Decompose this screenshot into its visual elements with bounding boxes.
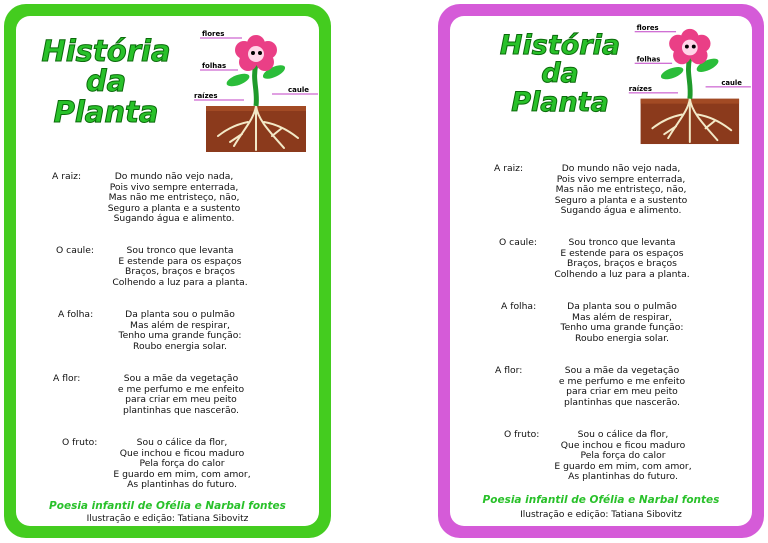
stanza-line: As plantinhas do futuro. xyxy=(568,471,678,482)
stanza-line: Pois vivo sempre enterrada, xyxy=(109,181,239,193)
stanza-label: O caule: xyxy=(499,237,537,248)
poem-credit: Poesia infantil de Ofélia e Narbal fontes xyxy=(49,500,286,512)
stanza-line: Do mundo não vejo nada, xyxy=(561,163,681,174)
stanza-line: Pela força do calor xyxy=(580,450,666,461)
stanza-folha xyxy=(58,310,288,360)
plant-illustration xyxy=(606,18,752,146)
stanza-line: Pois vivo sempre enterrada, xyxy=(556,173,686,185)
title-line-2: da xyxy=(541,58,579,90)
stanza-caule xyxy=(56,246,286,296)
stanza-line: Sou a mãe da vegetação xyxy=(564,365,680,376)
stanza-line: e me perfumo e me enfeito xyxy=(558,375,686,387)
stanza-line: As plantinhas do futuro. xyxy=(127,479,237,490)
stanza-label: A flor: xyxy=(495,365,523,376)
stanza-line: Sou a mãe da vegetação xyxy=(123,373,239,384)
stanza-line: Do mundo não vejo nada, xyxy=(114,171,234,182)
stanza-line: Sugando água e alimento. xyxy=(113,213,235,224)
label-folhas: folhas xyxy=(202,62,227,70)
stanza-line: Sou tronco que levanta xyxy=(568,237,676,248)
stanza-line: Colhendo a luz para a planta. xyxy=(112,276,248,288)
stanza-label: O caule: xyxy=(56,245,94,256)
stanza-line: Da planta sou o pulmão xyxy=(125,309,235,320)
card-inner xyxy=(450,16,752,526)
poem-card-left xyxy=(4,4,331,538)
title-line-2: da xyxy=(85,64,127,99)
title-line-3: Planta xyxy=(53,94,159,129)
stanza-line: E estende para os espaços xyxy=(560,247,684,259)
stanza-line: Sugando água e alimento. xyxy=(560,205,682,216)
stanza-line: Roubo energia solar. xyxy=(575,332,669,344)
stanza-line: E guardo em mim, com amor, xyxy=(554,460,692,472)
stanza-folha xyxy=(501,302,741,352)
stanza-line: Sou o cálice da flor, xyxy=(577,429,669,440)
edition-credit: Ilustração e edição: Tatiana Sibovitz xyxy=(520,510,682,520)
stanza-fruto xyxy=(62,438,292,498)
label-raizes: raízes xyxy=(194,92,218,100)
stanza-line: Mas não me entristeço, não, xyxy=(555,184,687,195)
stanza-line: Mas não me entristeço, não, xyxy=(108,192,240,203)
stanza-line: Seguro a planta e a sustento xyxy=(554,194,688,206)
stanza-label: A raiz: xyxy=(52,171,82,182)
stanza-line: Braços, braços e braços xyxy=(125,266,235,277)
stanza-label: O fruto: xyxy=(62,437,98,448)
stanza-flor xyxy=(495,366,735,416)
card-inner xyxy=(16,16,319,526)
stanza-line: Colhendo a luz para a planta. xyxy=(554,268,690,280)
label-caule: caule xyxy=(721,78,742,87)
poem-credit: Poesia infantil de Ofélia e Narbal fontes xyxy=(482,494,720,506)
stanza-line: Que inchou e ficou maduro xyxy=(560,439,686,451)
stanza-label: A folha: xyxy=(501,301,537,312)
label-flores: flores xyxy=(636,23,659,32)
stanza-line: para criar em meu peito xyxy=(125,394,237,405)
label-flores: flores xyxy=(202,30,225,38)
label-raizes: raízes xyxy=(628,84,652,93)
stanza-line: Tenho uma grande função: xyxy=(118,330,242,341)
stanza-line: Braços, braços e braços xyxy=(567,258,677,269)
stanza-line: e me perfumo e me enfeito xyxy=(117,383,245,395)
stanza-label: A folha: xyxy=(58,309,94,320)
stanza-line: Pela força do calor xyxy=(139,458,225,469)
stanza-line: Sou o cálice da flor, xyxy=(136,437,228,448)
plant-illustration xyxy=(172,24,318,154)
stanza-line: Seguro a planta e a sustento xyxy=(107,202,241,214)
stanza-fruto xyxy=(504,430,744,490)
stanza-line: E estende para os espaços xyxy=(118,255,242,267)
label-folhas: folhas xyxy=(636,55,661,64)
stanza-caule xyxy=(499,238,739,288)
stanza-line: Tenho uma grande função: xyxy=(560,322,684,333)
stanza-line: Que inchou e ficou maduro xyxy=(119,447,245,459)
title-line-3: Planta xyxy=(511,86,609,118)
stanza-line: Roubo energia solar. xyxy=(133,340,227,352)
stanza-label: A flor: xyxy=(53,373,81,384)
stanza-label: A raiz: xyxy=(494,163,524,174)
page-title xyxy=(36,36,176,127)
stanza-line: Da planta sou o pulmão xyxy=(567,301,677,312)
stanza-line: Mas além de respirar, xyxy=(130,319,230,331)
label-caule: caule xyxy=(288,86,310,94)
stanza-raiz xyxy=(494,164,734,224)
stanza-line: para criar em meu peito xyxy=(566,386,678,397)
edition-credit: Ilustração e edição: Tatiana Sibovitz xyxy=(86,514,249,524)
stanza-line: E guardo em mim, com amor, xyxy=(113,468,251,480)
title-line-1: História xyxy=(499,30,621,61)
title-line-1: História xyxy=(41,34,171,68)
stanza-line: plantinhas que nascerão. xyxy=(123,404,239,416)
stanza-raiz xyxy=(52,172,282,232)
stanza-flor xyxy=(53,374,283,424)
stanza-label: O fruto: xyxy=(504,429,540,440)
stanza-line: Sou tronco que levanta xyxy=(126,245,234,256)
stanza-line: Mas além de respirar, xyxy=(572,311,672,323)
poem-card-right xyxy=(438,4,764,538)
stanza-line: plantinhas que nascerão. xyxy=(564,396,680,408)
